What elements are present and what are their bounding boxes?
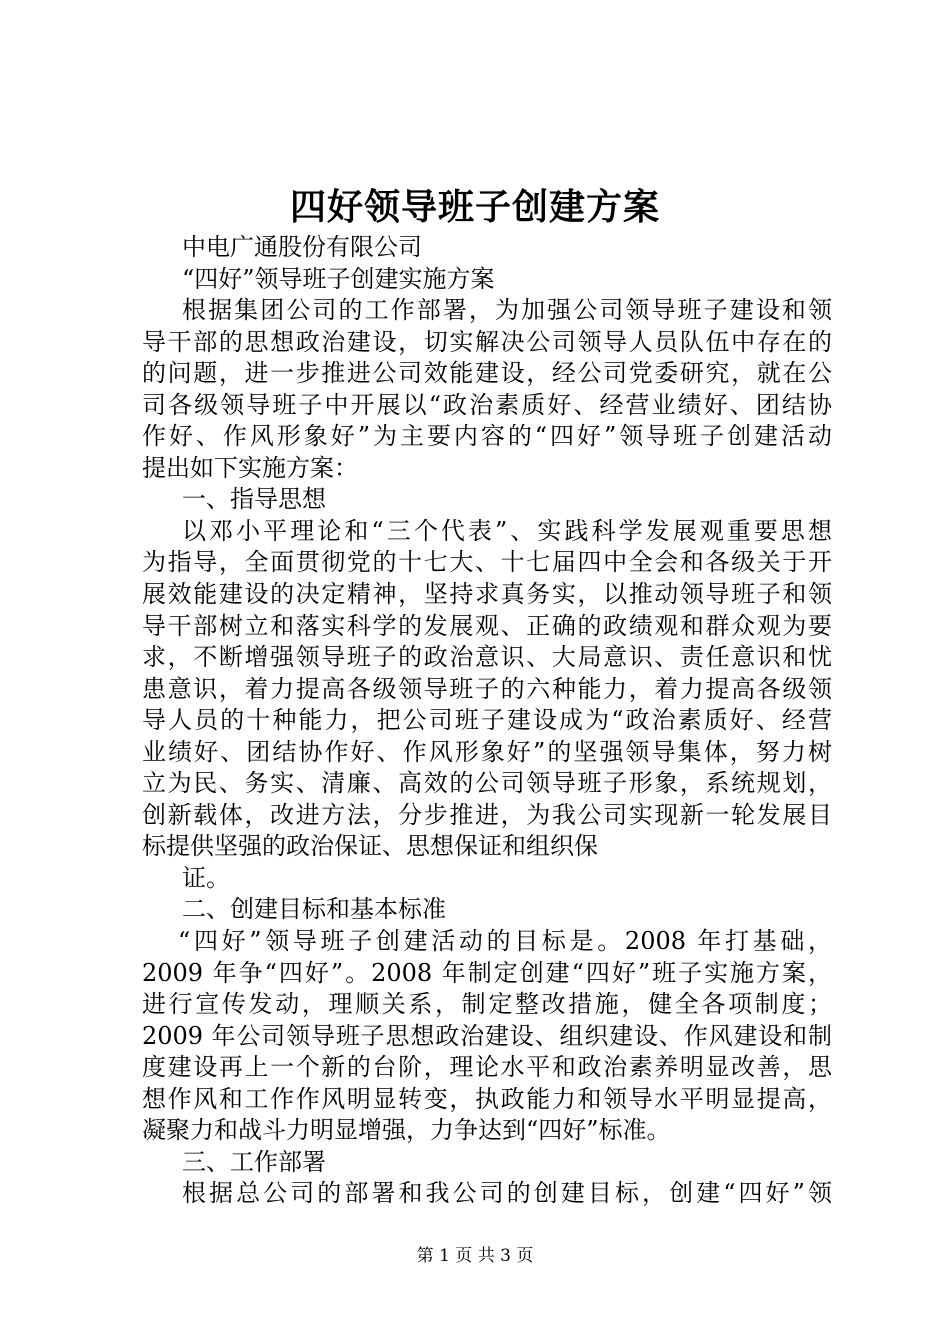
paragraph-line: 作好、作风形象好”为主要内容的“四好”领导班子创建活动 <box>142 422 832 451</box>
paragraph-line: 展效能建设的决定精神，坚持求真务实，以推动领导班子和领 <box>142 580 832 609</box>
subtitle-line: “四好”领导班子创建实施方案 <box>182 264 495 293</box>
document-body <box>142 232 832 1210</box>
paragraph-line: 提出如下实施方案： <box>142 453 358 482</box>
paragraph-line: 证。 <box>182 863 230 892</box>
paragraph-line: 以邓小平理论和“三个代表”、实践科学发展观重要思想 <box>182 516 832 545</box>
paragraph-line: 凝聚力和战斗力明显增强，力争达到“四好”标准。 <box>142 1116 671 1145</box>
section-heading: 三、工作部署 <box>182 1147 326 1176</box>
paragraph-line: 2009 年争“四好”。2008 年制定创建“四好”班子实施方案， <box>142 958 832 987</box>
paragraph-line: 标提供坚强的政治保证、思想保证和组织保 <box>142 832 598 861</box>
paragraph-line: 2009 年公司领导班子思想政治建设、组织建设、作风建设和制 <box>142 1021 832 1050</box>
paragraph-line: 立为民、务实、清廉、高效的公司领导班子形象，系统规划， <box>142 769 832 798</box>
paragraph-line: 根据集团公司的工作部署，为加强公司领导班子建设和领 <box>182 296 832 325</box>
paragraph-line: 创新载体，改进方法，分步推进，为我公司实现新一轮发展目 <box>142 800 832 829</box>
company-name-line: 中电广通股份有限公司 <box>182 233 422 261</box>
paragraph-line: 业绩好、团结协作好、作风形象好”的坚强领导集体，努力树 <box>142 737 832 766</box>
paragraph-line: 导干部树立和落实科学的发展观、正确的政绩观和群众观为要 <box>142 611 832 640</box>
paragraph-line: 导人员的十种能力，把公司班子建设成为“政治素质好、经营 <box>142 706 832 735</box>
page-number-footer: 第 1 页 共 3 页 <box>416 1246 534 1266</box>
paragraph-line: 患意识，着力提高各级领导班子的六种能力，着力提高各级领 <box>142 674 832 703</box>
paragraph-line: 根据总公司的部署和我公司的创建目标，创建“四好”领 <box>182 1179 832 1208</box>
paragraph-line: “四好”领导班子创建活动的目标是。2008 年打基础， <box>178 927 832 956</box>
paragraph-line: 想作风和工作作风明显转变，执政能力和领导水平明显提高， <box>142 1084 832 1113</box>
section-heading: 一、指导思想 <box>182 485 326 514</box>
paragraph-line: 为指导，全面贯彻党的十七大、十七届四中全会和各级关于开 <box>142 548 832 577</box>
paragraph-line: 度建设再上一个新的台阶，理论水平和政治素养明显改善，思 <box>142 1053 832 1082</box>
paragraph-line: 导干部的思想政治建设，切实解决公司领导人员队伍中存在的 <box>142 327 832 356</box>
paragraph-line: 的问题，进一步推进公司效能建设，经公司党委研究，就在公 <box>142 359 832 388</box>
paragraph-line: 进行宣传发动，理顺关系，制定整改措施，健全各项制度； <box>142 990 832 1019</box>
paragraph-line: 求，不断增强领导班子的政治意识、大局意识、责任意识和忧 <box>142 643 832 672</box>
paragraph-line: 司各级领导班子中开展以“政治素质好、经营业绩好、团结协 <box>142 390 832 419</box>
section-heading: 二、创建目标和基本标准 <box>182 895 446 924</box>
document-title: 四好领导班子创建方案 <box>289 186 660 228</box>
